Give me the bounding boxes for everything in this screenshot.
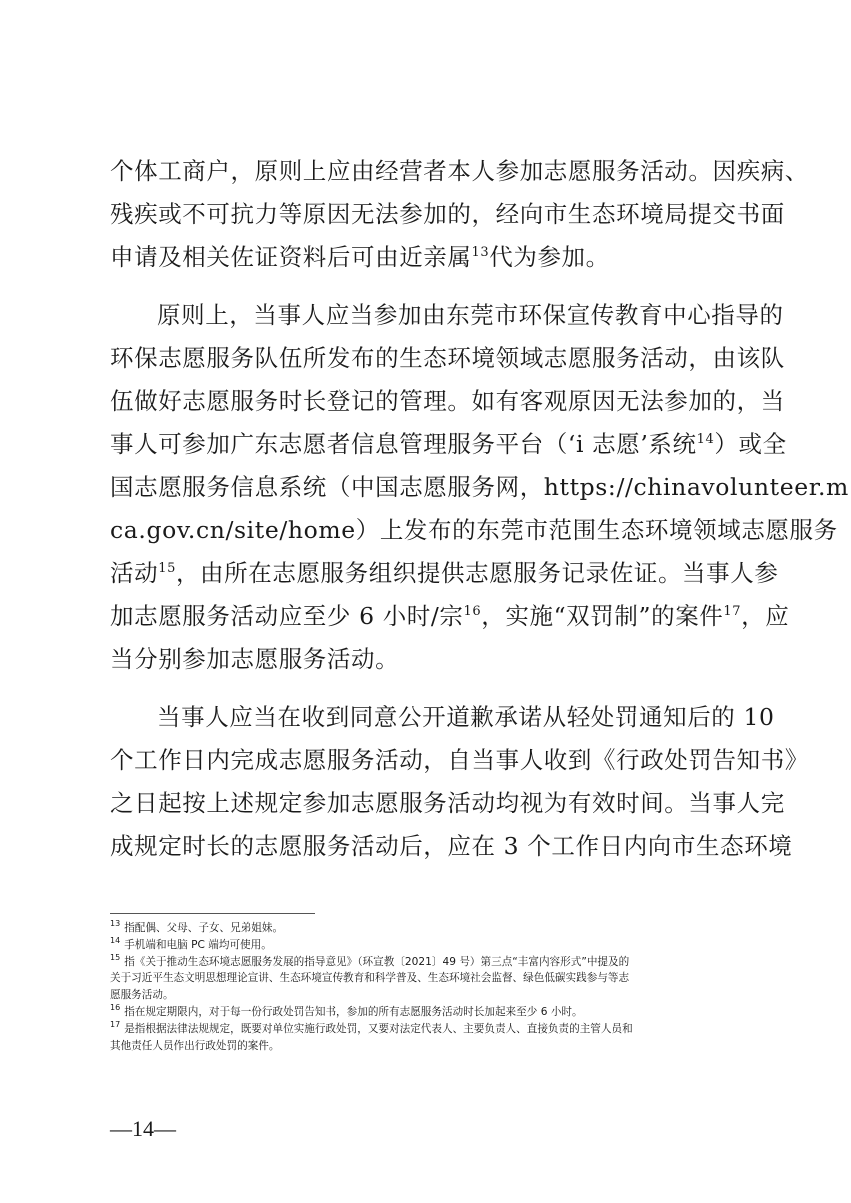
- footnote-divider: [110, 913, 315, 914]
- footnote-17: [110, 1021, 750, 1038]
- footnote-number: 14: [110, 936, 121, 946]
- paragraph-3-line-4: 成规定时长的志愿服务活动后，应在 3 个工作日内向市生态环境: [110, 832, 793, 860]
- text-run: ，实施“双罚制”的案件: [481, 602, 724, 630]
- page-number: —14—: [110, 1116, 176, 1141]
- paragraph-2-line-7: [110, 552, 779, 595]
- text-run: ，由所在志愿服务组织提供志愿服务记录佐证。当事人参: [175, 559, 779, 587]
- footnote-13: [110, 920, 750, 937]
- footnote-number: 16: [110, 1003, 121, 1013]
- paragraph-2-line-5: 国志愿服务信息系统（中国志愿服务网，https://chinavolunteer.m: [110, 473, 849, 501]
- paragraph-1-line-2: 残疾或不可抗力等原因无法参加的，经向市生态环境局提交书面: [110, 200, 785, 228]
- footnote-number: 17: [110, 1020, 121, 1030]
- footnote-ref-13: 13: [471, 245, 490, 261]
- paragraph-3-line-1: 当事人应当在收到同意公开道歉承诺从轻处罚通知后的 10: [157, 703, 775, 731]
- footnote-text: 是指根据法律法规规定，既要对单位实施行政处罚，又要对法定代表人、主要负责人、直接负责的主管人员和: [124, 1022, 633, 1035]
- footnote-15-cont-1: 关于习近平生态文明思想理论宣讲、生态环境宣传教育和科学普及、生态环境社会监督、绿色低碳实践参与等志: [110, 972, 630, 985]
- footnote-14: [110, 937, 750, 954]
- text-run: 代为参加。: [489, 243, 610, 271]
- text-run: ）或全: [714, 430, 787, 458]
- footnote-17-cont-1: 其他责任人员作出行政处罚的案件。: [110, 1039, 280, 1052]
- text-run: 活动: [110, 559, 159, 587]
- paragraph-2-line-8: [110, 595, 790, 638]
- footnote-text: 指在规定期限内，对于每一份行政处罚告知书，参加的所有志愿服务活动时长加起来至少 6 小时。: [124, 1005, 583, 1018]
- footnote-ref-15: 15: [158, 561, 176, 577]
- paragraph-3-line-3: 之日起按上述规定参加志愿服务活动均视为有效时间。当事人完: [110, 789, 785, 817]
- text-run: ，应: [741, 602, 790, 630]
- body-text: [110, 150, 849, 868]
- text-run: 申请及相关佐证资料后可由近亲属: [110, 243, 472, 271]
- footnote-text: 手机端和电脑 PC 端均可使用。: [124, 938, 272, 951]
- paragraph-2-line-9: 当分别参加志愿服务活动。: [110, 645, 400, 673]
- text-run: 事人可参加广东志愿者信息管理服务平台（‘i 志愿’系统: [110, 430, 697, 458]
- paragraph-2-line-2: 环保志愿服务队伍所发布的生态环境领域志愿服务活动，由该队: [110, 344, 785, 372]
- paragraph-1-line-3: [110, 236, 740, 279]
- paragraph-2-line-6: ca.gov.cn/site/home）上发布的东莞市范围生态环境领域志愿服务: [110, 516, 838, 544]
- paragraph-2-line-3: 伍做好志愿服务时长登记的管理。如有客观原因无法参加的，当: [110, 387, 785, 415]
- footnotes: [110, 920, 750, 1054]
- footnote-ref-14: 14: [696, 432, 715, 448]
- footnote-number: 15: [110, 953, 121, 963]
- footnote-text: 指配偶、父母、子女、兄弟姐妹。: [124, 922, 284, 934]
- paragraph-3-line-2: 个工作日内完成志愿服务活动，自当事人收到《行政处罚告知书》: [110, 746, 809, 774]
- text-run: 加志愿服务活动应至少 6 小时/宗: [110, 602, 464, 630]
- paragraph-2-line-4: [110, 423, 787, 466]
- footnote-number: 13: [110, 919, 121, 929]
- footnote-15: [110, 954, 750, 971]
- paragraph-1-line-1: 个体工商户，原则上应由经营者本人参加志愿服务活动。因疾病、: [110, 157, 809, 185]
- paragraph-2-line-1: 原则上，当事人应当参加由东莞市环保宣传教育中心指导的: [157, 301, 784, 329]
- footnote-16: [110, 1004, 750, 1021]
- footnote-text: 指《关于推动生态环境志愿服务发展的指导意见》（环宣教〔2021〕49 号）第三点“丰富内容形式”中提及的: [124, 955, 630, 968]
- footnote-ref-17: 17: [723, 604, 742, 620]
- footnote-15-cont-2: 愿服务活动。: [110, 989, 174, 1002]
- footnote-ref-16: 16: [463, 604, 482, 620]
